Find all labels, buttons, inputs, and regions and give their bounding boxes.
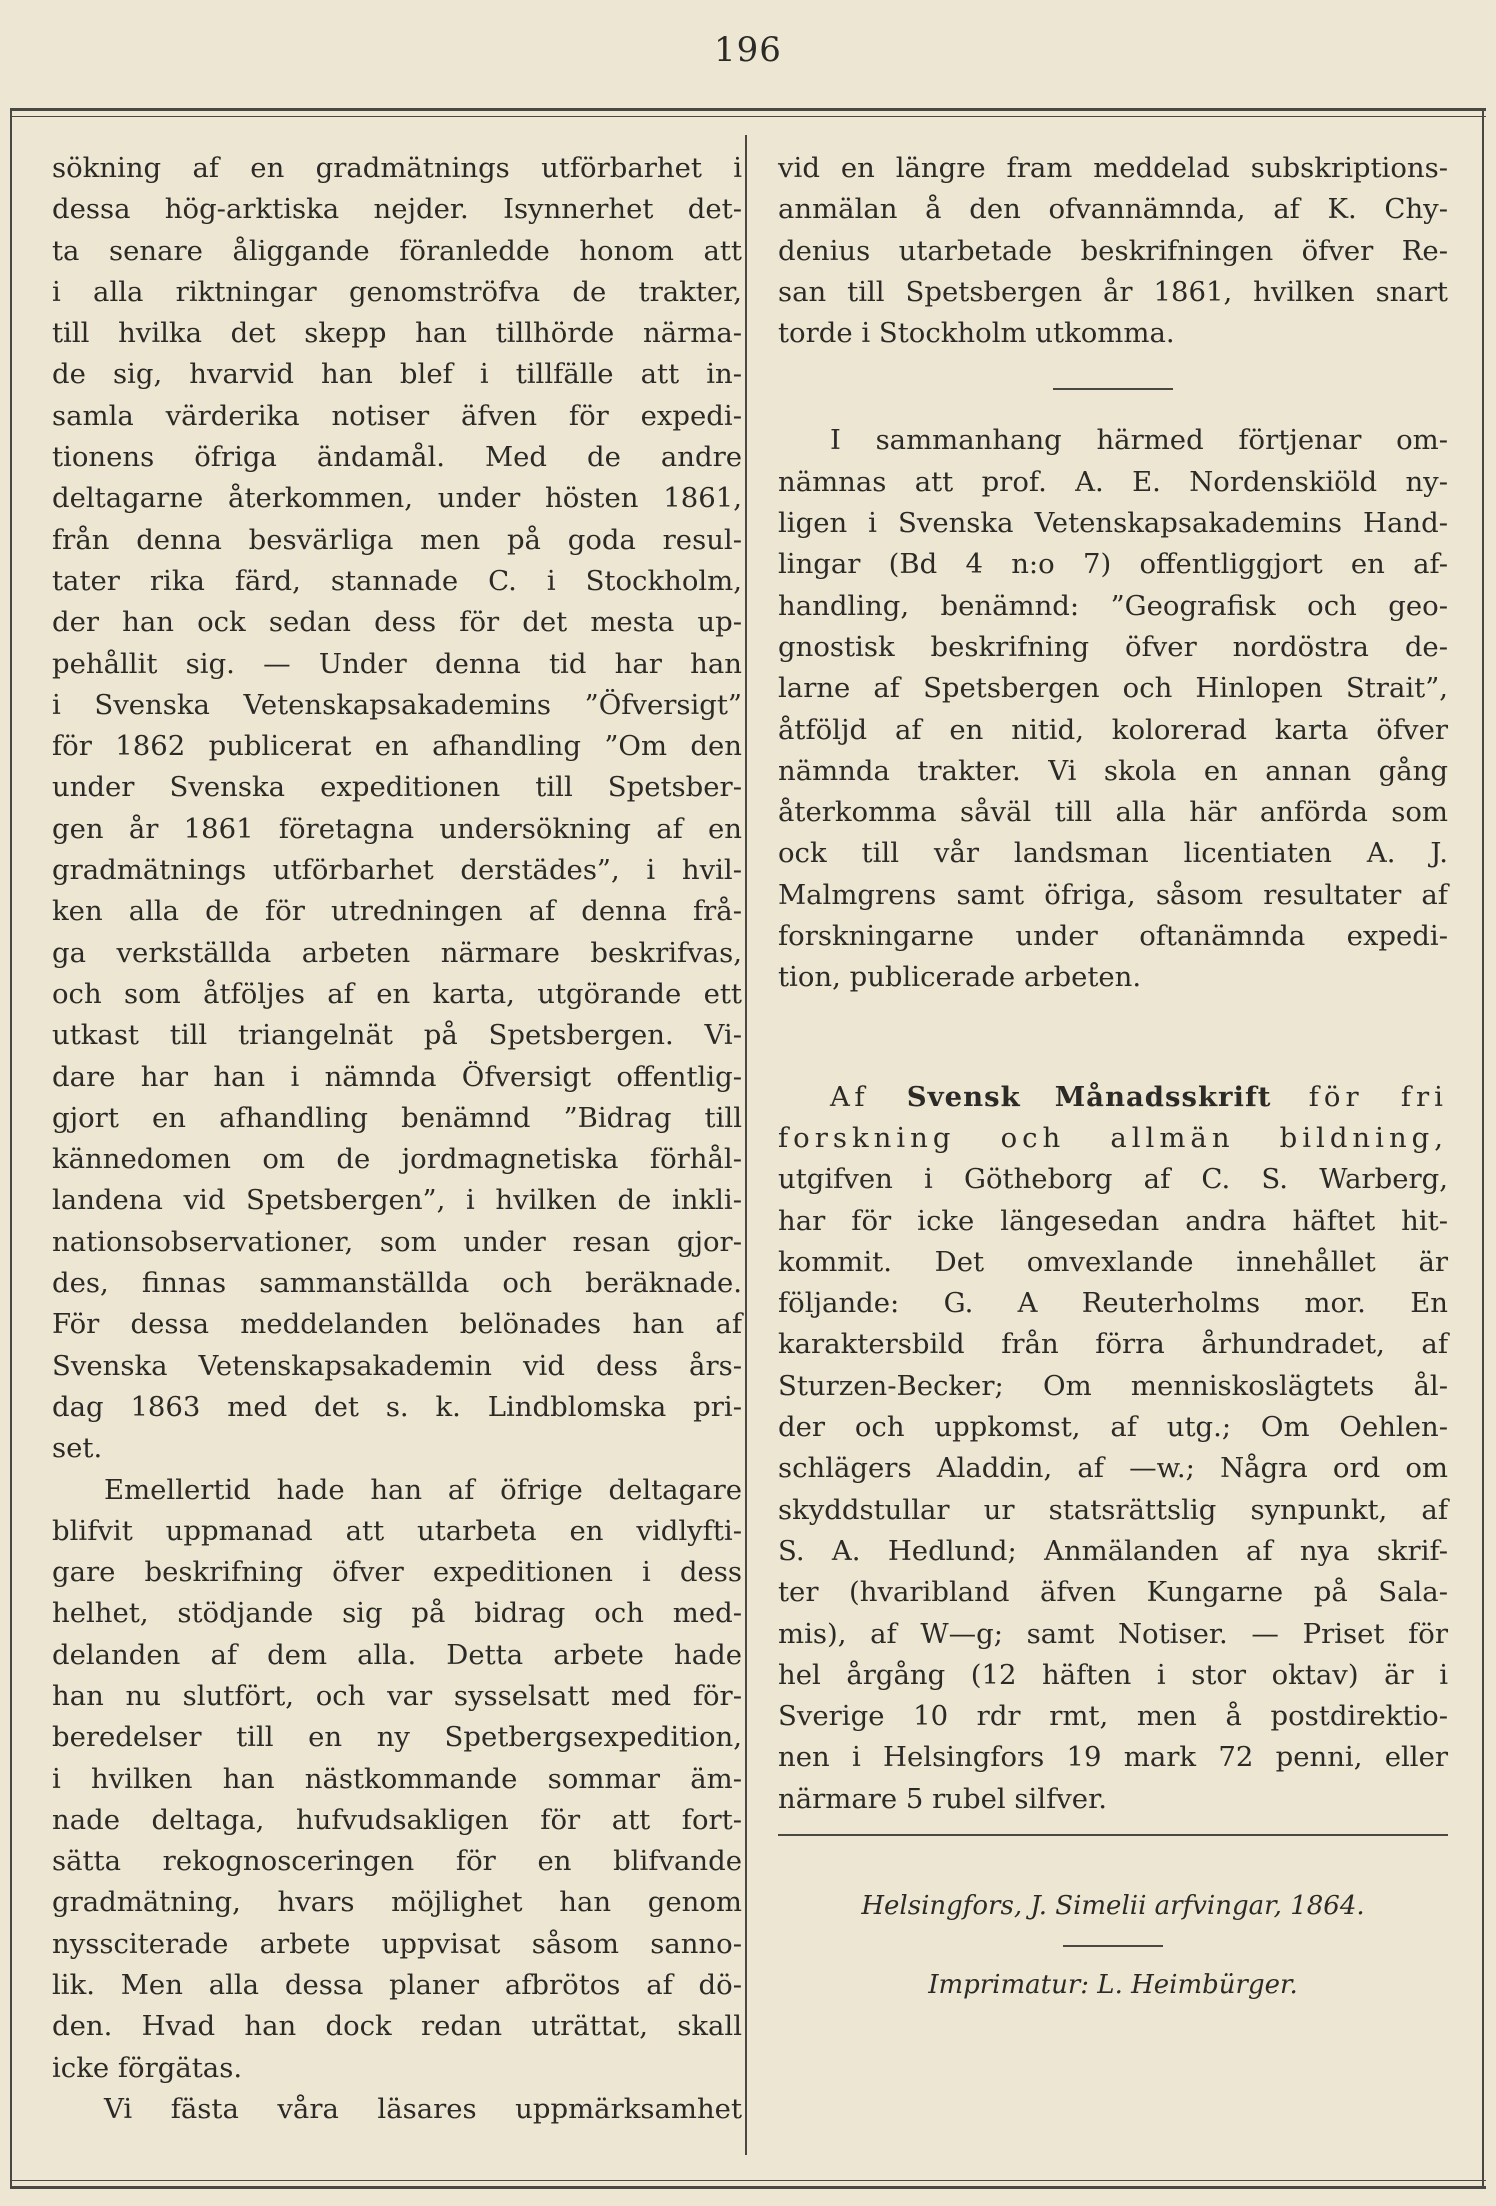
text-line: lingar (Bd 4 n:o 7) offentliggjort en af-: [778, 548, 1448, 581]
text-line: denius utarbetade beskrifningen öfver Re-: [778, 234, 1448, 267]
text-line: hel årgång (12 häften i stor oktav) är i: [778, 1658, 1448, 1691]
text-line: ter (hvaribland äfven Kungarne på Sala-: [778, 1576, 1448, 1609]
text-line: nen i Helsingfors 19 mark 72 penni, eller: [778, 1741, 1448, 1774]
text-line: till hvilka det skepp han tillhörde närma-: [52, 317, 742, 350]
text-line: vid en längre fram meddelad subskriptions-: [778, 152, 1448, 184]
text-line: sökning af en gradmätnings utförbarhet i: [52, 152, 742, 184]
text-line: I sammanhang härmed förtjenar om-: [830, 424, 1448, 457]
text-line: den. Hvad han dock redan uträttat, skall: [52, 2010, 742, 2043]
column-divider: [745, 135, 747, 2155]
text-line: Emellertid hade han af öfrige deltagare: [104, 1473, 742, 1506]
text-line: gradmätnings utförbarhet derstädes”, i hvil-: [52, 854, 742, 887]
text-line: landena vid Spetsbergen”, i hvilken de inkli-: [52, 1184, 742, 1217]
text-line: der och uppkomst, af utg.; Om Oehlen-: [778, 1411, 1448, 1444]
text-line: skyddstullar ur statsrättslig synpunkt, af: [778, 1493, 1448, 1526]
journal-title: Svensk Månadsskrift: [906, 1080, 1272, 1113]
text-line: nationsobservationer, som under resan gjor-: [52, 1225, 742, 1258]
text-line: lik. Men alla dessa planer afbrötos af dö-: [52, 1969, 742, 2002]
text-line: icke förgätas.: [52, 2051, 243, 2084]
text-line: i Svenska Vetenskapsakademins ”Öfversigt”: [52, 688, 742, 721]
text-line: torde i Stockholm utkomma.: [778, 317, 1175, 350]
text-line: tion, publicerade arbeten.: [778, 961, 1142, 994]
text-line: har för icke längesedan andra häftet hit-: [778, 1204, 1448, 1237]
left-column: [52, 148, 742, 2130]
text-line: des, finnas sammanställda och beräknade.: [52, 1267, 742, 1300]
page-number: 196: [714, 30, 782, 70]
text-line: samla värderika notiser äfven för expedi-: [52, 399, 742, 432]
text-line: dag 1863 med det s. k. Lindblomska pri-: [52, 1390, 742, 1423]
text-fragment: Af: [830, 1080, 870, 1113]
text-line: helhet, stödjande sig på bidrag och med-: [52, 1597, 742, 1630]
text-line: tater rika färd, stannade C. i Stockholm,: [52, 564, 742, 597]
right-border: [1482, 108, 1484, 2189]
text-line: kännedomen om de jordmagnetiska förhål-: [52, 1143, 742, 1176]
text-line: och som åtföljes af en karta, utgörande ett: [52, 977, 742, 1010]
text-line: dessa hög-arktiska nejder. Isynnerhet det-: [52, 193, 742, 226]
text-line: i alla riktningar genomströfva de trakter,: [52, 275, 742, 308]
text-line: För dessa meddelanden belönades han af: [52, 1308, 742, 1341]
text-line: ta senare åliggande föranledde honom att: [52, 234, 742, 267]
text-line: S. A. Hedlund; Anmälanden af nya skrif-: [778, 1534, 1448, 1567]
text-line: Svenska Vetenskapsakademin vid dess års-: [52, 1349, 742, 1382]
left-border: [10, 108, 12, 2189]
text-line: tionens öfriga ändamål. Med de andre: [52, 441, 742, 474]
text-line: gradmätning, hvars möjlighet han genom: [52, 1886, 742, 1919]
text-line: de sig, hvarvid han blef i tillfälle att in-: [52, 358, 742, 391]
text-line: Malmgrens samt öfriga, såsom resultater af: [778, 878, 1448, 911]
text-line: forskningarne under oftanämnda expedi-: [778, 920, 1448, 953]
text-line: för 1862 publicerat en afhandling ”Om den: [52, 730, 742, 763]
text-line: utkast till triangelnät på Spetsbergen. Vi-: [52, 1019, 742, 1052]
text-line: i hvilken han nästkommande sommar äm-: [52, 1762, 742, 1795]
text-line: nämnas att prof. A. E. Nordenskiöld ny-: [778, 465, 1448, 498]
text-line: forskning och allmän bildning,: [778, 1121, 1448, 1154]
text-line: Sverige 10 rdr rmt, men å postdirektio-: [778, 1700, 1448, 1733]
text-line: utgifven i Götheborg af C. S. Warberg,: [778, 1163, 1448, 1196]
text-line: närmare 5 rubel silfver.: [778, 1782, 1107, 1815]
text-fragment: för fri: [1308, 1080, 1448, 1113]
text-line: delanden af dem alla. Detta arbete hade: [52, 1638, 742, 1671]
text-line: dare har han i nämnda Öfversigt offentlig-: [52, 1060, 742, 1093]
text-line: åtföljd af en nitid, kolorerad karta öfver: [778, 713, 1448, 746]
text-line: beredelser till en ny Spetbergsexpedition,: [52, 1721, 742, 1754]
text-line: blifvit uppmanad att utarbeta en vidlyfti-: [52, 1514, 742, 1547]
text-line: karaktersbild från förra århundradet, af: [778, 1328, 1448, 1361]
text-line: nade deltaga, hufvudsakligen för att fort-: [52, 1803, 742, 1836]
top-rule-inner: [10, 116, 1486, 117]
text-line: följande: G. A Reuterholms mor. En: [778, 1287, 1448, 1320]
text-line: ga verkställda arbeten närmare beskrifvas,: [52, 936, 742, 969]
text-line: sätta rekognosceringen för en blifvande: [52, 1845, 742, 1878]
bottom-rule: [10, 2186, 1486, 2189]
right-column: [778, 148, 1448, 2007]
text-line: återkomma såväl till alla här anförda som: [778, 796, 1448, 829]
text-line: gjort en afhandling benämnd ”Bidrag till: [52, 1101, 742, 1134]
text-line: ligen i Svenska Vetenskapsakademins Hand-: [778, 507, 1448, 540]
text-line: schlägers Aladdin, af —w.; Några ord om: [778, 1452, 1448, 1485]
text-line: ock till vår landsman licentiaten A. J.: [778, 837, 1448, 870]
imprint: Helsingfors, J. Simelii arfvingar, 1864.: [861, 1890, 1365, 1921]
text-line: set.: [52, 1432, 103, 1465]
text-line: nämnda trakter. Vi skola en annan gång: [778, 754, 1448, 787]
text-line: deltagarne återkommen, under hösten 1861,: [52, 482, 742, 515]
text-line: san till Spetsbergen år 1861, hvilken snart: [778, 275, 1448, 308]
text-line: från denna besvärliga men på goda resul-: [52, 523, 742, 556]
text-line: under Svenska expeditionen till Spetsber-: [52, 771, 742, 804]
text-line: pehållit sig. — Under denna tid har han: [52, 647, 742, 680]
text-line: nyssciterade arbete uppvisat såsom sanno-: [52, 1927, 742, 1960]
text-line: gare beskrifning öfver expeditionen i dess: [52, 1556, 742, 1589]
text-line: han nu slutfört, och var sysselsatt med för-: [52, 1679, 742, 1712]
top-rule: [10, 108, 1486, 111]
text-line: ken alla de för utredningen af denna frå-: [52, 895, 742, 928]
text-line: gen år 1861 företagna undersökning af en: [52, 812, 742, 845]
text-line: kommit. Det omvexlande innehållet är: [778, 1245, 1448, 1278]
imprimatur: Imprimatur: L. Heimbürger.: [928, 1970, 1298, 2001]
text-line: larne af Spetsbergen och Hinlopen Strait”,: [778, 672, 1448, 705]
text-line: [778, 1077, 1448, 1118]
text-line: handling, benämnd: ”Geografisk och geo-: [778, 589, 1448, 622]
text-line: Vi fästa våra läsares uppmärksamhet: [104, 2092, 742, 2125]
text-line: anmälan å den ofvannämnda, af K. Chy-: [778, 193, 1448, 226]
text-line: gnostisk beskrifning öfver nordöstra de-: [778, 630, 1448, 663]
text-line: der han ock sedan dess för det mesta up-: [52, 606, 742, 639]
text-line: Sturzen-Becker; Om menniskoslägtets ål-: [778, 1369, 1448, 1402]
text-line: mis), af W—g; samt Notiser. — Priset för: [778, 1617, 1448, 1650]
bottom-rule-inner: [10, 2180, 1486, 2181]
